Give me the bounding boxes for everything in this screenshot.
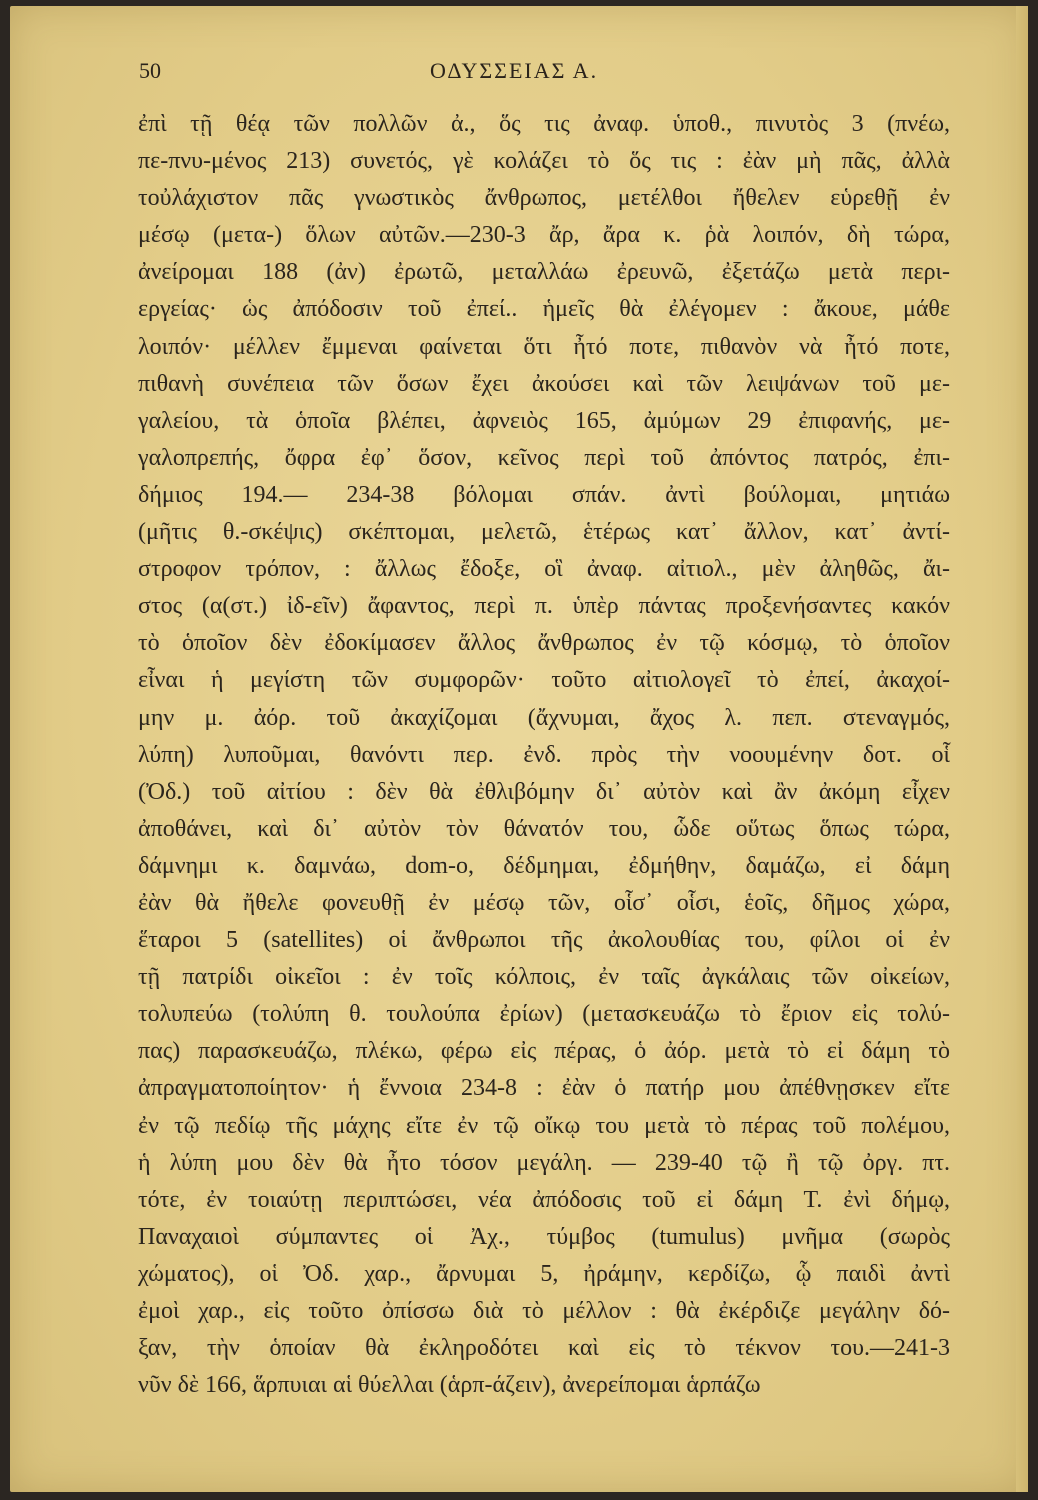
text-line: λοιπόν· μέλλεν ἔμμεναι φαίνεται ὅτι ἦτό ποτε, πιθανὸν νὰ ἦτό ποτε,	[138, 333, 950, 360]
text-line: ἀνείρομαι 188 (ἀν) ἐρωτῶ, μεταλλάω ἐρευνῶ, ἐξετάζω μετὰ περι-	[138, 259, 950, 286]
running-title: ΟΔΥΣΣΕΙΑΣ Α.	[430, 58, 599, 83]
text-line: γαλείου, τὰ ὁποῖα βλέπει, ἀφνειὸς 165, ἀμύμων 29 ἐπιφανής, με-	[138, 407, 950, 434]
text-line: τοὐλάχιστον πᾶς γνωστικὸς ἄνθρωπος, μετέλθοι ἤθελεν εὑρεθῇ ἐν	[138, 185, 950, 212]
text-line: ἐὰν θὰ ἤθελε φονευθῇ ἐν μέσῳ τῶν, οἷσ᾽ οἷσι, ἑοῖς, δῆμος χώρα,	[138, 889, 950, 916]
text-line: πε-πνυ-μένος 213) συνετός, γὲ κολάζει τὸ ὅς τις : ἐὰν μὴ πᾶς, ἀλλὰ	[138, 148, 950, 175]
text-line: ἐν τῷ πεδίῳ τῆς μάχης εἴτε ἐν τῷ οἴκῳ του μετὰ τὸ πέρας τοῦ πολέμου,	[138, 1112, 950, 1139]
book-page	[10, 6, 1028, 1492]
text-line: ἡ λύπη μου δὲν θὰ ἦτο τόσον μεγάλη. — 239-40 τῷ ἢ τῷ ὀργ. πτ.	[138, 1149, 950, 1176]
text-line: τολυπεύω (τολύπη θ. τουλούπα ἐρίων) (μετασκευάζω τὸ ἔριον εἰς τολύ-	[138, 1001, 950, 1028]
text-line: γαλοπρεπής, ὄφρα ἐφ᾽ ὅσον, κεῖνος περὶ τοῦ ἀπόντος πατρός, ἐπι-	[138, 444, 950, 471]
commentary-text	[138, 106, 950, 1404]
text-line: ἐπὶ τῇ θέᾳ τῶν πολλῶν ἀ., ὅς τις ἀναφ. ὑποθ., πινυτὸς 3 (πνέω,	[138, 111, 950, 137]
text-line: τῇ πατρίδι οἰκεῖοι : ἐν τοῖς κόλποις, ἐν ταῖς ἀγκάλαις τῶν οἰκείων,	[138, 964, 950, 991]
text-line: νῦν δὲ 166, ἅρπυιαι αἱ θύελλαι (ἁρπ-άζειν), ἀνερείπομαι ἁρπάζω	[138, 1372, 761, 1399]
text-line: τότε, ἐν τοιαύτῃ περιπτώσει, νέα ἀπόδοσις τοῦ εἰ δάμη Τ. ἐνὶ δήμῳ,	[138, 1186, 950, 1213]
text-line: λύπη) λυποῦμαι, θανόντι περ. ἐνδ. πρὸς τὴν νοουμένην δοτ. οἷ	[138, 741, 950, 768]
text-line: ἀπραγματοποίητον· ἡ ἔννοια 234-8 : ἐὰν ὁ πατήρ μου ἀπέθνῃσκεν εἴτε	[138, 1075, 950, 1102]
page-number: 50	[139, 58, 161, 83]
text-line: δήμιος 194.— 234-38 βόλομαι σπάν. ἀντὶ βούλομαι, μητιάω	[138, 481, 950, 508]
text-line: ξαν, τὴν ὁποίαν θὰ ἐκληροδότει καὶ εἰς τὸ τέκνον του.—241-3	[138, 1335, 950, 1362]
text-line: τὸ ὁποῖον δὲν ἐδοκίμασεν ἄλλος ἄνθρωπος ἐν τῷ κόσμῳ, τὸ ὁποῖον	[138, 630, 950, 657]
page-edge-shadow	[1016, 6, 1028, 1492]
text-line: εἶναι ἡ μεγίστη τῶν συμφορῶν· τοῦτο αἰτιολογεῖ τὸ ἐπεί, ἀκαχοί-	[138, 667, 950, 694]
page-header	[10, 58, 1028, 88]
text-line: (μῆτις θ.-σκέψις) σκέπτομαι, μελετῶ, ἑτέρως κατ᾽ ἄλλον, κατ᾽ ἀντί-	[138, 519, 950, 546]
text-line: στροφον τρόπον, : ἄλλως ἔδοξε, οἳ ἀναφ. αἰτιολ., μὲν ἀληθῶς, ἄι-	[138, 556, 950, 583]
text-line: χώματος), οἱ Ὀδ. χαρ., ἄρνυμαι 5, ἠράμην, κερδίζω, ᾧ παιδὶ ἀντὶ	[138, 1260, 950, 1287]
text-line: εργείας· ὡς ἀπόδοσιν τοῦ ἐπεί.. ἡμεῖς θὰ ἐλέγομεν : ἄκουε, μάθε	[138, 296, 950, 323]
text-line: δάμνημι κ. δαμνάω, dom-o, δέδμημαι, ἐδμήθην, δαμάζω, εἰ δάμη	[138, 852, 950, 879]
text-line: (Ὀδ.) τοῦ αἰτίου : δὲν θὰ ἐθλιβόμην δι᾽ αὐτὸν καὶ ἂν ἀκόμη εἶχεν	[138, 778, 950, 805]
text-line: ἐμοὶ χαρ., εἰς τοῦτο ὀπίσσω διὰ τὸ μέλλον : θὰ ἐκέρδιζε μεγάλην δό-	[138, 1298, 950, 1324]
text-line: μέσῳ (μετα-) ὅλων αὐτῶν.—230-3 ἄρ, ἄρα κ. ῥὰ λοιπόν, δὴ τώρα,	[138, 222, 950, 249]
text-line: ἀποθάνει, καὶ δι᾽ αὐτὸν τὸν θάνατόν του, ὧδε οὕτως ὅπως τώρα,	[138, 815, 950, 842]
text-line: πιθανὴ συνέπεια τῶν ὅσων ἔχει ἀκούσει καὶ τῶν λειψάνων τοῦ με-	[138, 370, 950, 397]
text-line: πας) παρασκευάζω, πλέκω, φέρω εἰς πέρας, ὁ ἀόρ. μετὰ τὸ εἰ δάμη τὸ	[138, 1038, 950, 1065]
text-line: στος (α(στ.) ἰδ-εῖν) ἄφαντος, περὶ π. ὑπὲρ πάντας προξενήσαντες κακόν	[138, 593, 950, 620]
text-line: Παναχαιοὶ σύμπαντες οἱ Ἀχ., τύμβος (tumulus) μνῆμα (σωρὸς	[138, 1223, 950, 1250]
text-line: ἕταροι 5 (satellites) οἱ ἄνθρωποι τῆς ἀκολουθίας του, φίλοι οἱ ἐν	[138, 927, 950, 954]
text-line: μην μ. ἀόρ. τοῦ ἀκαχίζομαι (ἄχνυμαι, ἄχος λ. πεπ. στεναγμός,	[138, 704, 950, 731]
